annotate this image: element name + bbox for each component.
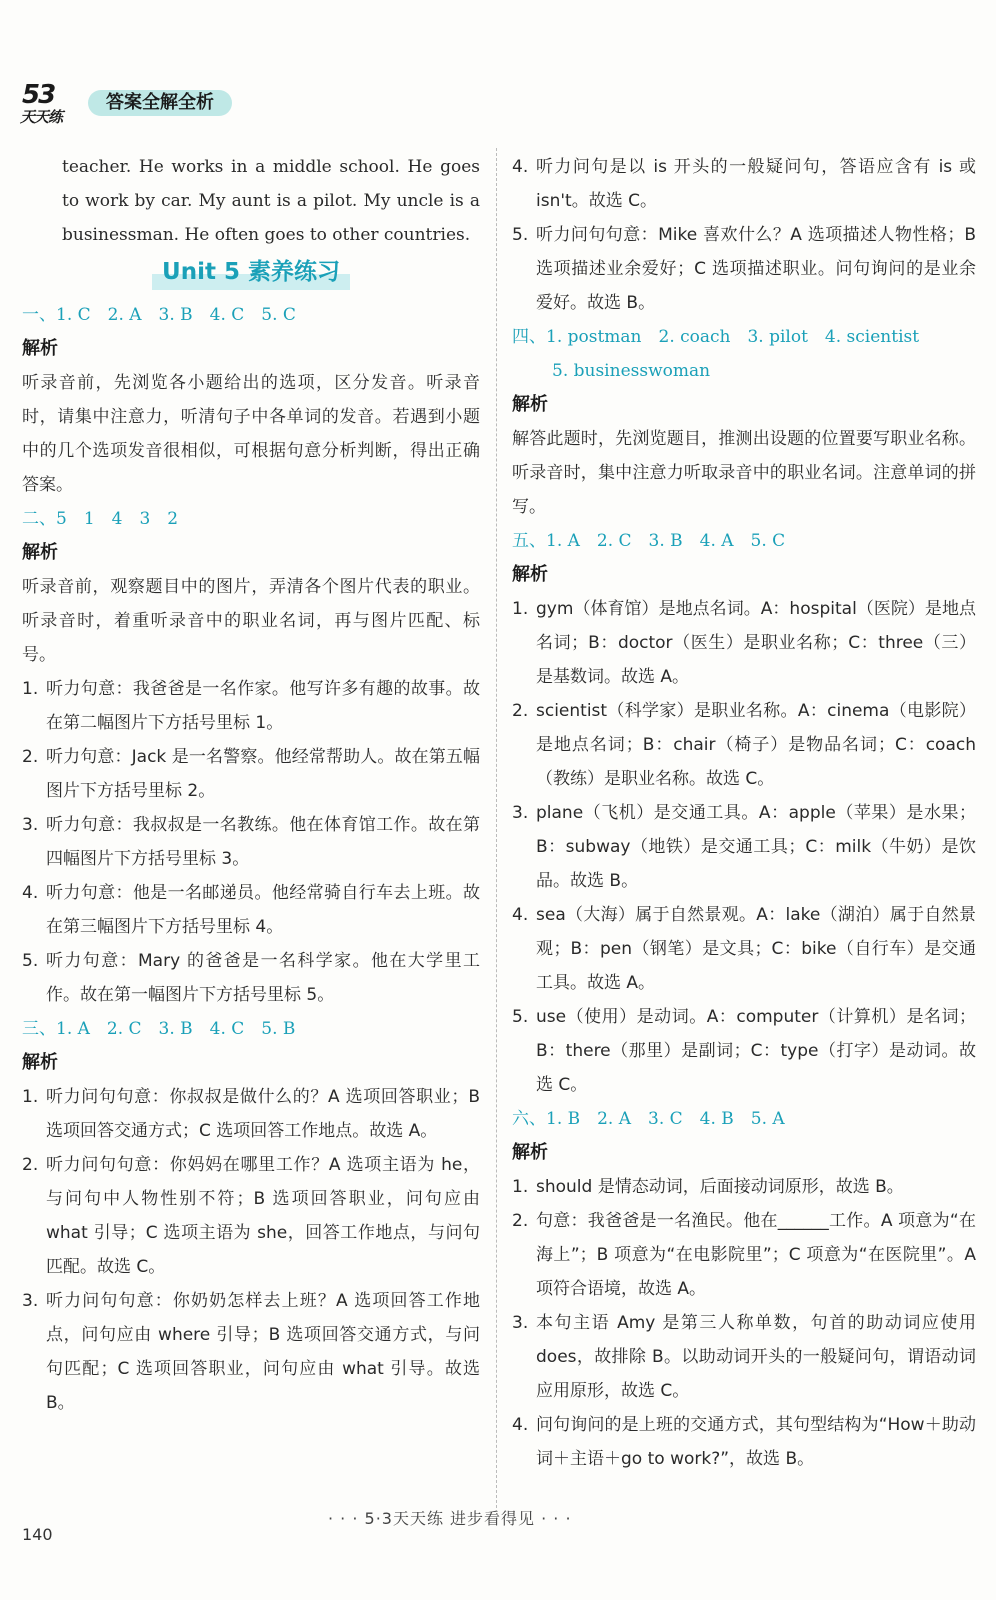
- section1-answers: 一、1. C 2. A 3. B 4. C 5. C: [22, 305, 296, 325]
- list-item: 4. 问句询问的是上班的交通方式，其句型结构为“How＋助动词＋主语＋go to work?”，故选 B。: [512, 1415, 976, 1469]
- list-item: 3. 听力句意：我叔叔是一名教练。他在体育馆工作。故在第四幅图片下方括号里标 3。: [22, 815, 480, 869]
- section4-answers-cont: 5. businesswoman: [552, 361, 711, 381]
- section1-analysis-label: 解析: [22, 338, 58, 359]
- list-item: 3. plane（飞机）是交通工具。A：apple（苹果）是水果；B：subway（地铁）是交通工具；C：milk（牛奶）是饮品。故选 B。: [512, 803, 976, 891]
- logo-subtitle: 天天练: [20, 108, 63, 126]
- section2-analysis-text: 听录音前，观察题目中的图片，弄清各个图片代表的职业。听录音时，着重听录音中的职业名词，再与图片匹配、标号。: [22, 577, 480, 665]
- column-divider: [496, 148, 498, 1508]
- section3-answers: 三、1. A 2. C 3. B 4. C 5. B: [22, 1019, 296, 1039]
- list-item: 2. 听力问句句意：你妈妈在哪里工作？A 选项主语为 he，与问句中人物性别不符；B 选项回答职业，问句应由 what 引导；C 选项主语为 she，回答工作地点，与问句匹配。故选 C。: [22, 1155, 480, 1277]
- page-number: 140: [22, 1525, 53, 1544]
- brand-logo: [18, 80, 78, 128]
- list-item: 5. use（使用）是动词。A：computer（计算机）是名词；B：there（那里）是副词；C：type（打字）是动词。故选 C。: [512, 1007, 976, 1095]
- header-badge: 答案全解全析: [88, 90, 232, 116]
- unit-title-text: Unit 5 素养练习: [152, 254, 350, 290]
- section6-analysis-label: 解析: [512, 1142, 548, 1163]
- list-item: 3. 本句主语 Amy 是第三人称单数，句首的助动词应使用 does，故排除 B。以助动词开头的一般疑问句，谓语动词应用原形，故选 C。: [512, 1313, 976, 1401]
- section2-analysis-label: 解析: [22, 542, 58, 563]
- list-item: 2. 句意：我爸爸是一名渔民。他在______工作。A 项意为“在海上”；B 项意为“在电影院里”；C 项意为“在医院里”。A 项符合语境，故选 A。: [512, 1211, 976, 1299]
- list-item: 5. 听力句意：Mary 的爸爸是一名科学家。他在大学里工作。故在第一幅图片下方括号里标 5。: [22, 951, 480, 1005]
- unit-title: [22, 254, 480, 294]
- list-item: 1. should 是情态动词，后面接动词原形，故选 B。: [512, 1177, 904, 1197]
- list-item: 1. gym（体育馆）是地点名词。A：hospital（医院）是地点名词；B：doctor（医生）是职业名称；C：three（三）是基数词。故选 A。: [512, 599, 976, 687]
- section2-answers: 二、5 1 4 3 2: [22, 509, 179, 529]
- list-item: 4. 听力句意：他是一名邮递员。他经常骑自行车去上班。故在第三幅图片下方括号里标 4。: [22, 883, 480, 937]
- list-item: 1. 听力问句句意：你叔叔是做什么的？A 选项回答职业；B 选项回答交通方式；C 选项回答工作地点。故选 A。: [22, 1087, 480, 1141]
- section1-analysis-text: 听录音前，先浏览各小题给出的选项，区分发音。听录音时，请集中注意力，听清句子中各单词的发音。若遇到小题中的几个选项发音很相似，可根据句意分析判断，得出正确答案。: [22, 373, 480, 495]
- logo-number: 53: [22, 80, 55, 110]
- section3-analysis-label: 解析: [22, 1052, 58, 1073]
- section6-answers: 六、1. B 2. A 3. C 4. B 5. A: [512, 1109, 785, 1129]
- list-item: 5. 听力问句句意：Mike 喜欢什么？A 选项描述人物性格；B 选项描述业余爱好；C 选项描述职业。问句询问的是业余爱好。故选 B。: [512, 225, 976, 313]
- section4-analysis-label: 解析: [512, 394, 548, 415]
- section4-analysis-text: 解答此题时，先浏览题目，推测出设题的位置要写职业名称。听录音时，集中注意力听取录音中的职业名词。注意单词的拼写。: [512, 429, 976, 517]
- list-item: 4. sea（大海）属于自然景观。A：lake（湖泊）属于自然景观；B：pen（钢笔）是文具；C：bike（自行车）是交通工具。故选 A。: [512, 905, 976, 993]
- list-item: 2. 听力句意：Jack 是一名警察。他经常帮助人。故在第五幅图片下方括号里标 2。: [22, 747, 480, 801]
- list-item: 1. 听力句意：我爸爸是一名作家。他写许多有趣的故事。故在第二幅图片下方括号里标 1。: [22, 679, 480, 733]
- right-column: [512, 150, 976, 1476]
- list-item: 4. 听力问句是以 is 开头的一般疑问句，答语应含有 is 或 isn't。故选 C。: [512, 157, 976, 211]
- left-column: [22, 150, 480, 1420]
- list-item: 3. 听力问句句意：你奶奶怎样去上班？A 选项回答工作地点，问句应由 where 引导；B 选项回答交通方式，与问句匹配；C 选项回答职业，问句应由 what 引导。故选 B。: [22, 1291, 480, 1413]
- section5-answers: 五、1. A 2. C 3. B 4. A 5. C: [512, 531, 786, 551]
- intro-paragraph: teacher. He works in a middle school. He goes to work by car. My aunt is a pilot. My uncle is a businessman. He often goes to other countries.: [62, 157, 480, 245]
- list-item: 2. scientist（科学家）是职业名称。A：cinema（电影院）是地点名词；B：chair（椅子）是物品名词；C：coach（教练）是职业名称。故选 C。: [512, 701, 976, 789]
- section4-answers: 四、1. postman 2. coach 3. pilot 4. scientist: [512, 327, 920, 347]
- section5-analysis-label: 解析: [512, 564, 548, 585]
- footer-slogan: · · · 5·3天天练 进步看得见 · · ·: [328, 1509, 572, 1528]
- page-header: [18, 80, 318, 130]
